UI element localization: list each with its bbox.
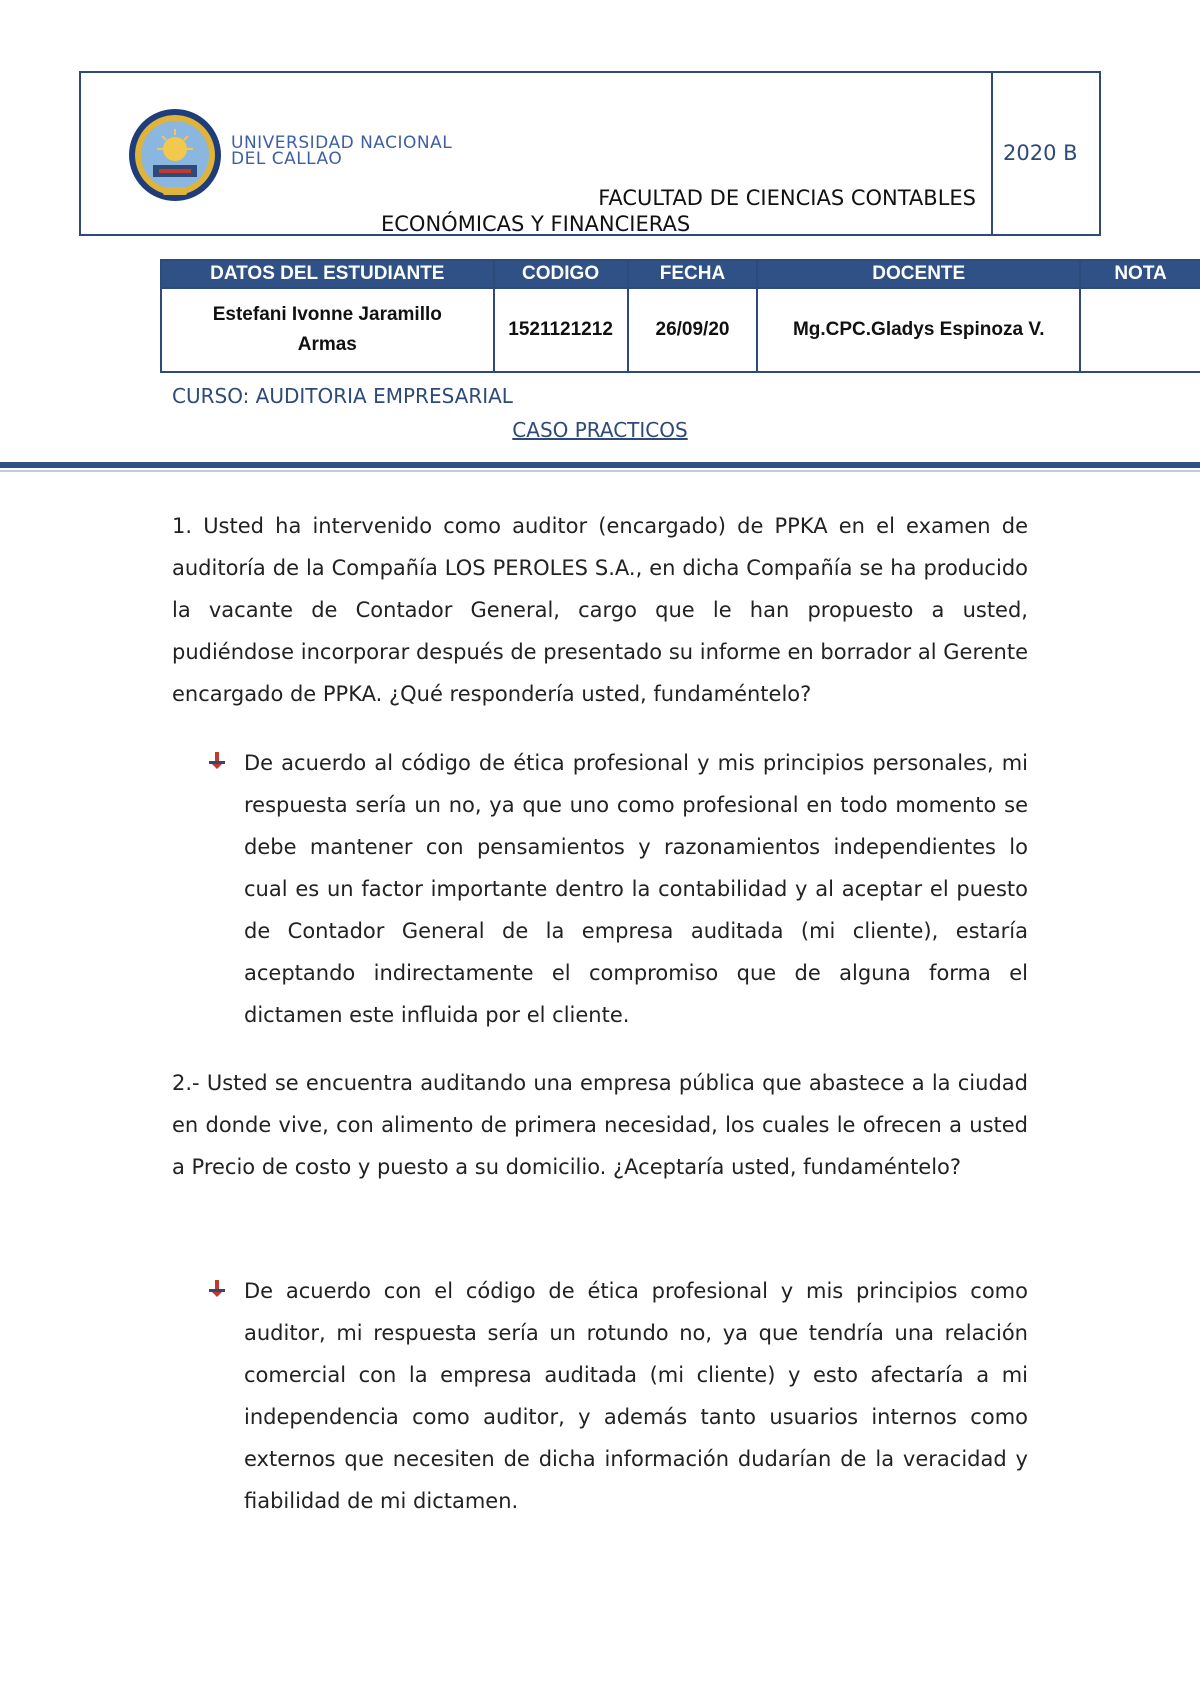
university-seal-logo xyxy=(127,107,223,203)
question-1: 1. Usted ha intervenido como auditor (encargado) de PPKA en el examen de auditoría de la Compañía LOS PEROLES S.A., en dicha Compañía se ha producido la vacante de Contador General, cargo que le han propuesto a usted, pudiéndose incorporar después de presentado su informe en borrador al Gerente encargado de PPKA. ¿Qué respondería usted, fundaméntelo? xyxy=(172,514,1028,706)
faculty-title-line1: FACULTAD DE CIENCIAS CONTABLES xyxy=(598,186,976,210)
cell-date: 26/09/20 xyxy=(628,288,758,372)
header-date: FECHA xyxy=(628,260,758,288)
cell-code: 1521121212 xyxy=(494,288,628,372)
faculty-title-line2: ECONÓMICAS Y FINANCIERAS xyxy=(381,212,691,236)
answer-1: De acuerdo al código de ética profesional y mis principios personales, mi respuesta sería un no, ya que uno como profesional en todo momento se debe mantener con pensamientos y razonamientos independientes lo cual es un factor importante dentro la contabilidad y al aceptar el puesto de Contador General de la empresa auditada (mi cliente), estaría aceptando indirectamente el compromiso que de alguna forma el dictamen este influida por el cliente. xyxy=(244,751,1028,1027)
cell-student-name xyxy=(161,288,494,372)
answer-2: De acuerdo con el código de ética profesional y mis principios como auditor, mi respuesta sería un rotundo no, ya que tendría una relación comercial con la empresa auditada (mi cliente) y esto afectaría a mi independencia como auditor, y además tanto usuarios internos como externos que necesiten de dicha información dudarían de la veracidad y fiabilidad de mi dictamen. xyxy=(244,1279,1028,1513)
header-rule xyxy=(0,462,1200,468)
section-title: CASO PRACTICOS xyxy=(512,418,688,442)
student-name-line1: Estefani Ivonne Jaramillo xyxy=(212,304,442,325)
bullet-arrow-icon xyxy=(209,752,225,772)
document-header xyxy=(79,71,1101,236)
header-code: CODIGO xyxy=(494,260,628,288)
student-data-table xyxy=(160,259,1200,373)
cell-teacher: Mg.CPC.Gladys Espinoza V. xyxy=(757,288,1080,372)
question-2: 2.- Usted se encuentra auditando una empresa pública que abastece a la ciudad en donde vive, con alimento de primera necesidad, los cuales le ofrecen a usted a Precio de costo y puesto a su domicilio. ¿Aceptaría usted, fundaméntelo? xyxy=(172,1071,1028,1179)
academic-period: 2020 B xyxy=(1003,141,1078,165)
table-row xyxy=(161,288,1200,372)
faculty-title xyxy=(381,185,976,237)
header-rule-shadow xyxy=(0,470,1200,472)
course-label: CURSO: AUDITORIA EMPRESARIAL xyxy=(172,384,513,408)
university-name-line2: DEL CALLAO xyxy=(231,149,343,169)
header-student: DATOS DEL ESTUDIANTE xyxy=(161,260,494,288)
cell-grade xyxy=(1080,288,1200,372)
student-name-line2: Armas xyxy=(297,334,357,355)
university-name-line1: UNIVERSIDAD NACIONAL xyxy=(231,133,453,153)
table-header-row xyxy=(161,260,1200,288)
university-name xyxy=(231,135,452,167)
header-teacher: DOCENTE xyxy=(757,260,1080,288)
bullet-arrow-icon xyxy=(209,1280,225,1300)
header-grade: NOTA xyxy=(1080,260,1200,288)
header-divider xyxy=(991,73,993,234)
